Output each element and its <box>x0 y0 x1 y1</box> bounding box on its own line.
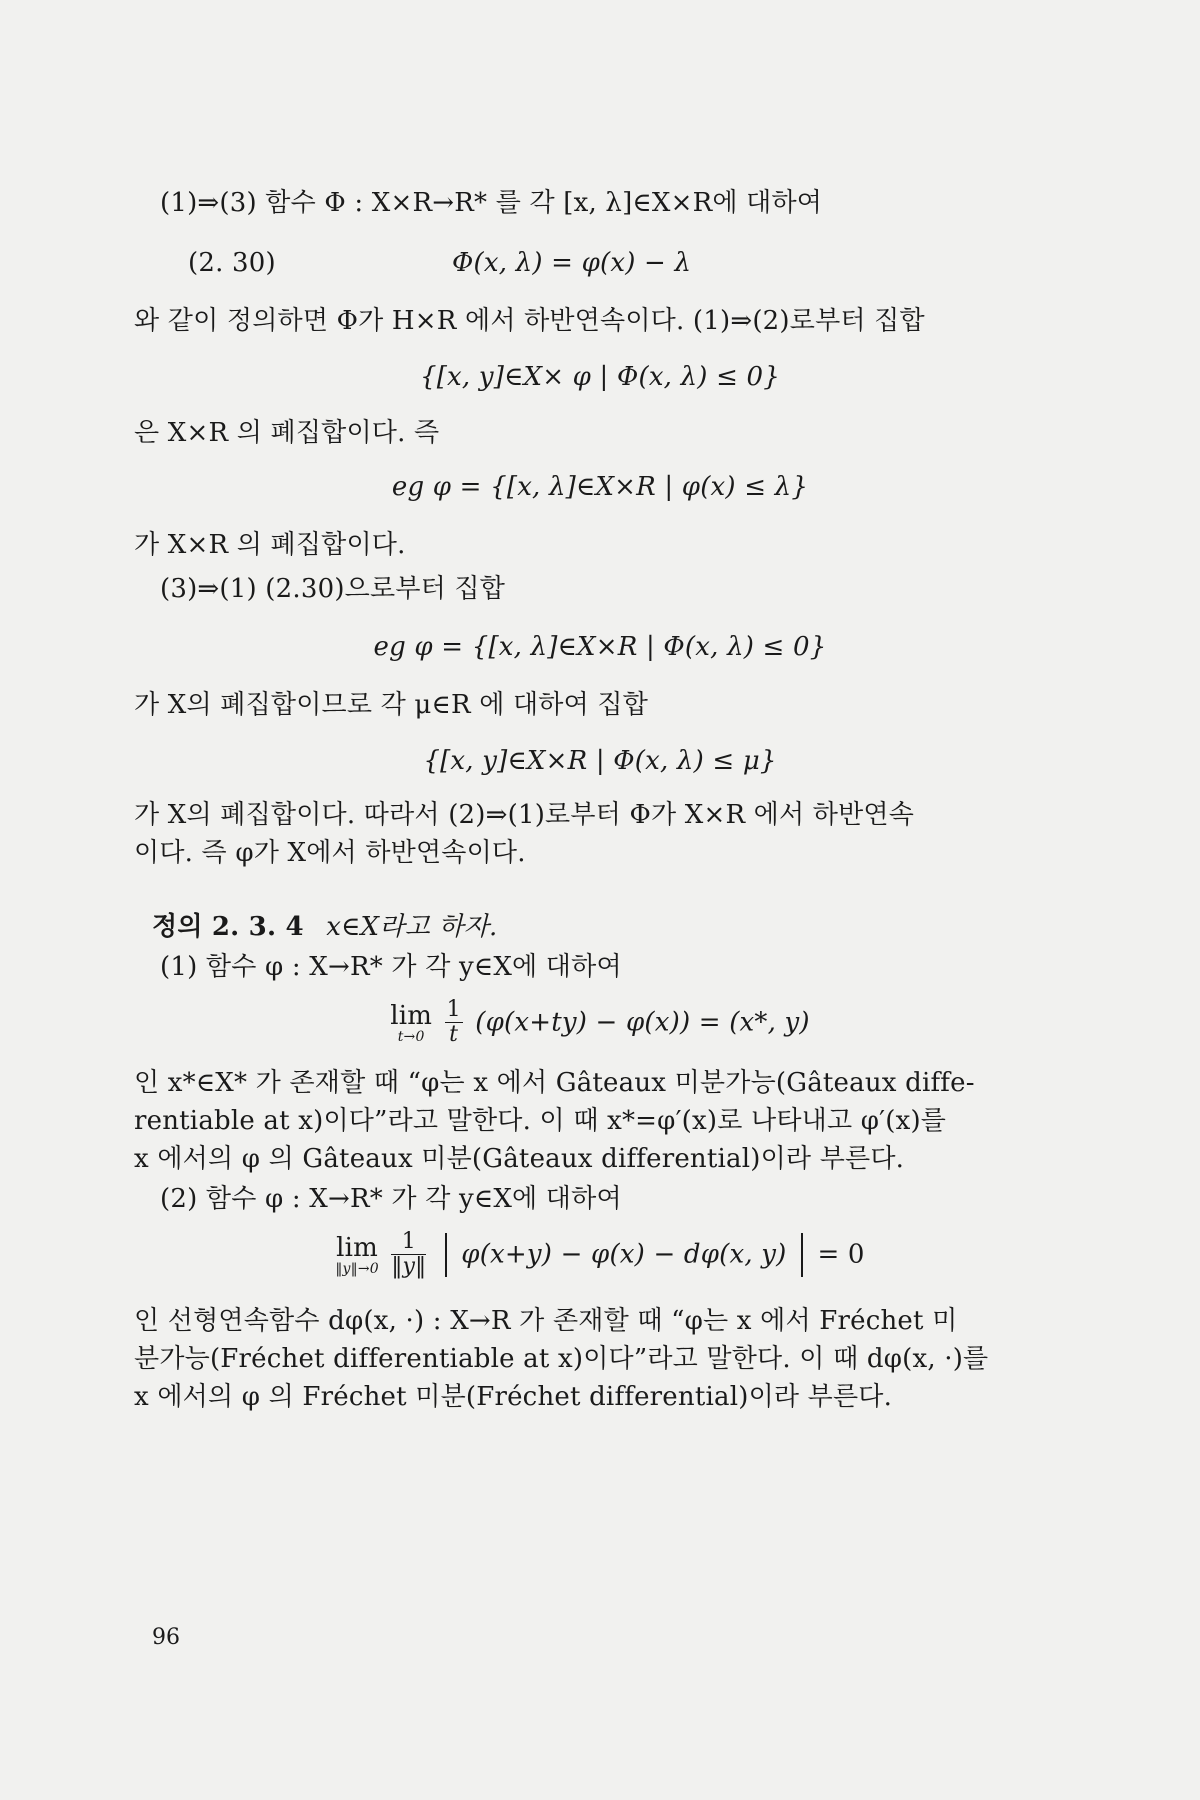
gateaux-limit-equation <box>0 998 1200 1058</box>
proof-line-2: 와 같이 정의하면 Φ가 H×R 에서 하반연속이다. (1)⇒(2)로부터 집합 <box>134 306 925 336</box>
abs-bar-right <box>801 1233 803 1277</box>
epigraph-equation: eg φ = {[x, λ]∈X×R | φ(x) ≤ λ} <box>391 472 809 502</box>
limit-body: (φ(x+ty) − φ(x)) = (x*, y) <box>475 1007 810 1038</box>
level-set-equation: {[x, y]∈X×R | Φ(x, λ) ≤ μ} <box>423 746 777 776</box>
definition-line-1: 인 x*∈X* 가 존재할 때 “φ는 x 에서 Gâteaux 미분가능(Gâteaux diffe- <box>134 1068 975 1098</box>
definition-line-5: 분가능(Fréchet differentiable at x)이다”라고 말한다. 이 때 dφ(x, ·)를 <box>134 1344 989 1374</box>
equation-label: (2. 30) <box>188 248 276 278</box>
proof-line-5: (3)⇒(1) (2.30)으로부터 집합 <box>160 574 506 604</box>
definition-item-2: (2) 함수 φ : X→R* 가 각 y∈X에 대하여 <box>160 1184 622 1214</box>
definition-line-3: x 에서의 φ 의 Gâteaux 미분(Gâteaux differential)이라 부른다. <box>134 1144 905 1174</box>
page-number: 96 <box>152 1625 180 1650</box>
proof-line-3: 은 X×R 의 폐집합이다. 즉 <box>134 418 440 448</box>
closed-set-equation: {[x, y]∈X× φ | Φ(x, λ) ≤ 0} <box>419 362 781 392</box>
definition-heading <box>152 910 497 944</box>
definition-label: 정의 2. 3. 4 <box>152 912 304 942</box>
fraction: $\frac{1}{t}$ <box>446 997 461 1047</box>
proof-line-4: 가 X×R 의 폐집합이다. <box>134 530 406 560</box>
proof-line-8: 이다. 즉 φ가 X에서 하반연속이다. <box>134 838 526 868</box>
fraction: $\frac{1}{‖y‖}$ <box>391 1229 427 1279</box>
proof-line-7: 가 X의 폐집합이다. 따라서 (2)⇒(1)로부터 Φ가 X×R 에서 하반연속 <box>134 800 915 830</box>
proof-line-1: (1)⇒(3) 함수 Φ : X×R→R* 를 각 [x, λ]∈X×R에 대하여 <box>160 188 823 218</box>
limit-operator: lim ‖y‖→0 <box>335 1232 379 1277</box>
definition-line-6: x 에서의 φ 의 Fréchet 미분(Fréchet differential)이라 부른다. <box>134 1382 893 1412</box>
limit-operator: lim t→0 <box>390 1000 433 1045</box>
proof-line-6: 가 X의 폐집합이므로 각 μ∈R 에 대하여 집합 <box>134 690 649 720</box>
definition-intro: x∈X라고 하자. <box>326 912 498 942</box>
frechet-limit-equation <box>0 1230 1200 1290</box>
definition-line-2: rentiable at x)이다”라고 말한다. 이 때 x*=φ′(x)로 나타내고 φ′(x)를 <box>134 1106 947 1136</box>
limit-rhs: = 0 <box>817 1239 865 1270</box>
equation-2-30-body: Φ(x, λ) = φ(x) − λ <box>452 248 692 278</box>
epigraph-equation-2: eg φ = {[x, λ]∈X×R | Φ(x, λ) ≤ 0} <box>373 632 827 662</box>
definition-item-1: (1) 함수 φ : X→R* 가 각 y∈X에 대하여 <box>160 952 622 982</box>
limit-body: φ(x+y) − φ(x) − dφ(x, y) <box>461 1239 787 1270</box>
abs-bar-left <box>445 1233 447 1277</box>
definition-line-4: 인 선형연속함수 dφ(x, ·) : X→R 가 존재할 때 “φ는 x 에서 Fréchet 미 <box>134 1306 958 1336</box>
